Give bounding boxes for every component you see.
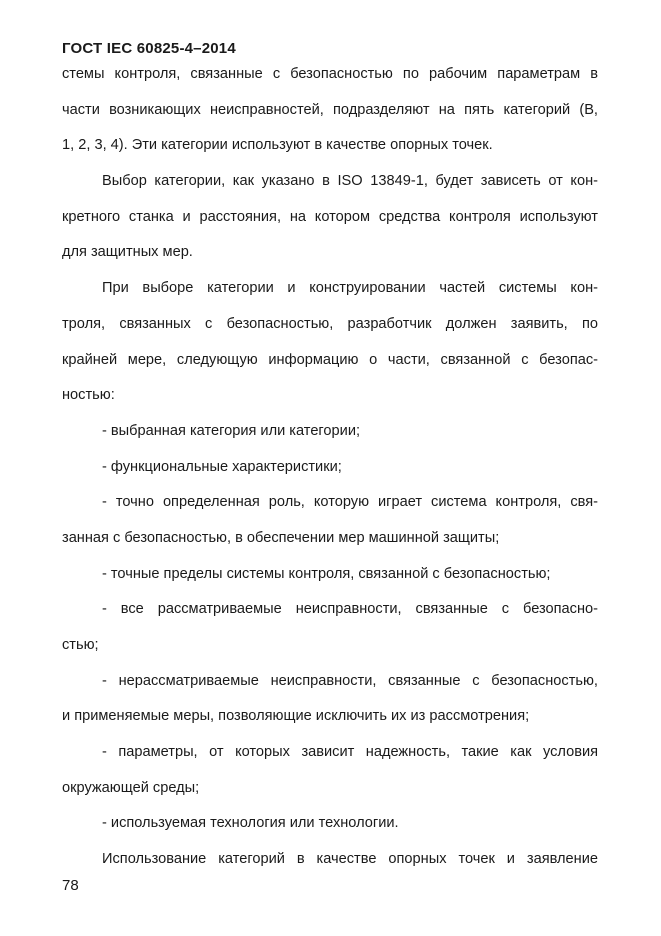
text-line: При выборе категории и конструировании частей системы кон- <box>102 280 598 297</box>
text-line: 1, 2, 3, 4). Эти категории используют в качестве опорных точек. <box>62 137 493 154</box>
text-line: и применяемые меры, позволяющие исключить их из рассмотрения; <box>62 708 530 725</box>
text-line: Использование категорий в качестве опорных точек и заявление <box>102 851 598 868</box>
text-line: занная с безопасностью, в обеспечении мер машинной защиты; <box>62 529 500 546</box>
list-item: - выбранная категория или категории; <box>102 422 361 439</box>
text-line: Выбор категории, как указано в ISO 13849-1, будет зависеть от кон- <box>102 173 598 190</box>
list-item: - параметры, от которых зависит надежность, такие как условия <box>102 744 598 761</box>
list-item: - нерассматриваемые неисправности, связанные с безопасностью, <box>102 672 598 689</box>
page-number: 78 <box>62 877 79 894</box>
list-item: - используемая технология или технологии. <box>102 815 399 832</box>
list-item: - функциональные характеристики; <box>102 458 342 475</box>
list-item: - точные пределы системы контроля, связанной с безопасностью; <box>102 565 551 582</box>
text-line: окружающей среды; <box>62 779 200 796</box>
text-line: крайней мере, следующую информацию о части, связанной с безопас- <box>62 351 598 368</box>
text-line: стемы контроля, связанные с безопасностью по рабочим параметрам в <box>62 66 598 82</box>
text-line: кретного станка и расстояния, на котором средства контроля используют <box>62 208 598 225</box>
body-text <box>62 63 598 884</box>
text-line: троля, связанных с безопасностью, разработчик должен заявить, по <box>62 315 598 332</box>
list-item: - все рассматриваемые неисправности, связанные с безопасно- <box>102 601 598 618</box>
text-line: стью; <box>62 637 99 653</box>
text-line: ностью: <box>62 387 115 404</box>
list-item: - точно определенная роль, которую играет система контроля, свя- <box>102 494 598 511</box>
text-line: для защитных мер. <box>62 244 193 261</box>
text-line: части возникающих неисправностей, подразделяют на пять категорий (B, <box>62 101 598 118</box>
document-header: ГОСТ IEC 60825-4–2014 <box>62 40 236 57</box>
